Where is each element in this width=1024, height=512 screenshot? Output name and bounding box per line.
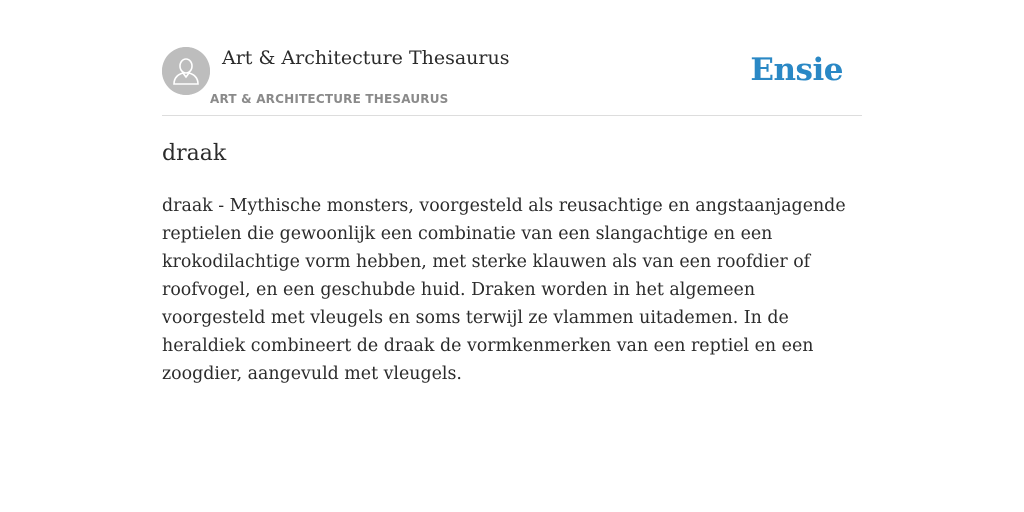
user-icon: [162, 47, 210, 95]
entry-term: draak: [162, 141, 227, 166]
author-name[interactable]: Art & Architecture Thesaurus: [222, 47, 510, 69]
brand-logo[interactable]: Ensie: [750, 52, 843, 88]
author-avatar[interactable]: [162, 47, 210, 95]
entry-card: [162, 0, 862, 512]
author-subtitle[interactable]: ART & ARCHITECTURE THESAURUS: [210, 92, 449, 106]
entry-header: [162, 0, 862, 116]
entry-definition: draak - Mythische monsters, voorgesteld als reusachtige en angstaanjagende reptielen die gewoonlijk een combinatie van een slangachtige en een krokodilachtige vorm hebben, met sterke klauwen als van een roofdier of roofvogel, en een geschubde huid. Draken worden in het algemeen voorgesteld met vleugels en soms terwijl ze vlammen uitademen. In de heraldiek combineert de draak de vormkenmerken van een reptiel en een zoogdier, aangevuld met vleugels.: [162, 196, 846, 384]
